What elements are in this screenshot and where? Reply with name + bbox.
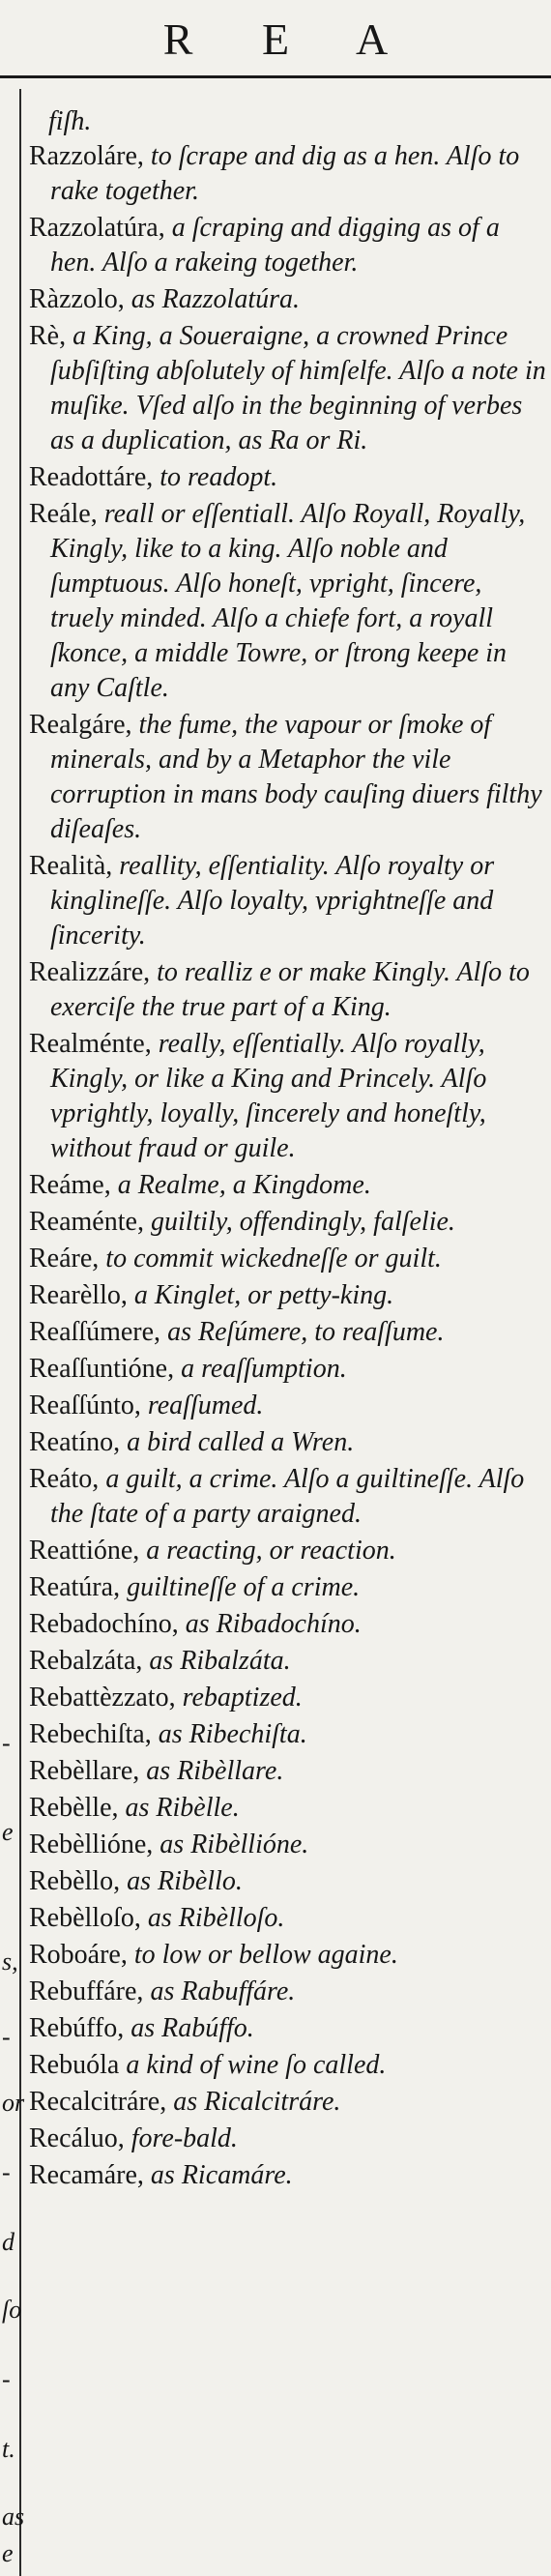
entry-definition: reaſſumed. [140, 1390, 264, 1420]
entry-definition: reall or eſſentiall. Alſo Royall, Royally, Kingly, like to a king. Alſo noble and ſumptuous. Alſo honeſt, vpright, ſincere, truely minded. Alſo a chiefe fort, a royall ſkonce, a middle Towre, or ſtrong keepe in any Caſtle. [50, 499, 526, 703]
dictionary-entry [29, 1681, 546, 1715]
dictionary-entry [29, 849, 546, 953]
entry-headword: Razzolatúra, [29, 213, 165, 243]
dictionary-entry [29, 1644, 546, 1679]
entry-definition: to ſcrape and dig as a hen. Alſo to rake together. [50, 141, 520, 206]
dictionary-entry [29, 1534, 546, 1568]
entry-definition: as Razzolatúra. [124, 284, 300, 314]
entry-headword: Reatúra, [29, 1572, 121, 1602]
entry-headword: Realizzáre, [29, 957, 151, 987]
entry-definition: really, eſſentially. Alſo royally, Kingly, or like a King and Princely. Alſo vprightly, loyally, ſincerely and honeſtly, without fraud or guile. [50, 1029, 487, 1163]
dictionary-entry [29, 708, 546, 847]
entry-list [29, 104, 546, 2195]
left-column-fragments [0, 0, 25, 2576]
entry-headword: Reattióne, [29, 1536, 140, 1566]
entry-headword: Rebattèzzato, [29, 1683, 176, 1712]
entry-definition: a guilt, a crime. Alſo a guiltineſſe. Alſo the ſtate of a party araigned. [50, 1464, 525, 1529]
dictionary-entry [29, 1791, 546, 1826]
entry-headword: Rebèlloſo, [29, 1903, 141, 1933]
entry-headword: Rebèllare, [29, 1756, 140, 1786]
column-gutter-line [19, 89, 21, 2576]
entry-headword: Readottáre, [29, 462, 154, 492]
margin-fragment: - [2, 2023, 11, 2051]
entry-definition: as Ribèlle. [118, 1793, 240, 1823]
dictionary-entry [29, 1570, 546, 1605]
dictionary-entry [29, 2085, 546, 2120]
entry-definition: a reacting, or reaction. [139, 1536, 396, 1566]
entry-headword: Roboáre, [29, 1940, 128, 1970]
dictionary-entry [29, 955, 546, 1025]
dictionary-entry [29, 1864, 546, 1899]
dictionary-entry [29, 1242, 546, 1276]
entry-headword: Rebadochíno, [29, 1609, 179, 1639]
entry-definition: as Rabuffáre. [143, 1976, 296, 2006]
entry-definition: as Ribadochíno. [178, 1609, 362, 1639]
entry-definition: a reaſſumption. [174, 1354, 347, 1384]
entry-headword: Rebèllióne, [29, 1830, 154, 1859]
entry-definition: a kind of wine ſo called. [119, 2050, 387, 2080]
dictionary-entry [29, 1027, 546, 1166]
dictionary-entry [29, 1607, 546, 1642]
entry-definition: as Rabúffo. [124, 2013, 254, 2043]
entry-definition: a Realme, a Kingdome. [110, 1170, 371, 1200]
entry-definition: fore-bald. [124, 2123, 238, 2153]
margin-fragment: e [2, 1818, 14, 1846]
entry-headword: Rebèllo, [29, 1866, 121, 1896]
entry-definition: to commit wickedneſſe or guilt. [99, 1244, 442, 1273]
dictionary-entry [29, 1754, 546, 1789]
entry-definition: as Ribèlloſo. [140, 1903, 285, 1933]
entry-headword: Reáre, [29, 1244, 100, 1273]
dictionary-entry [29, 1462, 546, 1532]
dictionary-entry [29, 1717, 546, 1752]
dictionary-entry [29, 2122, 546, 2156]
header-rule [0, 75, 551, 78]
entry-headword: Reaſſúnto, [29, 1390, 141, 1420]
entry-definition: guiltily, offendingly, falſelie. [143, 1207, 455, 1237]
dictionary-entry [29, 1315, 546, 1350]
entry-definition: as Ricamáre. [143, 2160, 293, 2190]
entry-headword: Reaménte, [29, 1207, 144, 1237]
dictionary-entry [29, 1828, 546, 1862]
margin-fragment: s, [2, 1947, 18, 1976]
entry-definition: as Ribèllo. [120, 1866, 243, 1896]
entry-headword: Realità, [29, 851, 113, 881]
entry-headword: Realménte, [29, 1029, 152, 1059]
entry-definition: as Ricalcitráre. [166, 2087, 341, 2117]
entry-headword: Ràzzolo, [29, 284, 125, 314]
margin-fragment: ſo [2, 2296, 22, 2324]
page-header [0, 0, 551, 70]
entry-definition: the fume, the vapour or ſmoke of minerals, and by a Metaphor the vile corruption in mans body cauſing diuers filthy diſeaſes. [50, 710, 542, 844]
entry-headword: Rebèlle, [29, 1793, 119, 1823]
dictionary-entry [29, 282, 546, 317]
dictionary-entry [29, 2048, 546, 2083]
dictionary-entry [29, 460, 546, 495]
entry-headword: Rearèllo, [29, 1280, 128, 1310]
dictionary-entry [29, 497, 546, 706]
entry-headword: Reaſſuntióne, [29, 1354, 175, 1384]
entry-headword: Rebalzáta, [29, 1646, 143, 1676]
margin-fragment: e [2, 2539, 14, 2567]
continued-fragment: fiſh. [48, 106, 92, 136]
margin-fragment: - [2, 1729, 11, 1757]
margin-fragment: as [2, 2503, 25, 2531]
margin-fragment: - [2, 2365, 11, 2393]
entry-definition: as Ribèllare. [139, 1756, 284, 1786]
entry-definition: guiltineſſe of a crime. [120, 1572, 361, 1602]
entry-definition: as Ribèllióne. [153, 1830, 309, 1859]
dictionary-entry [29, 1168, 546, 1203]
entry-definition: to realliz e or make Kingly. Alſo to exerciſe the true part of a King. [50, 957, 530, 1022]
margin-fragment: - [2, 2158, 11, 2186]
dictionary-entry [29, 2158, 546, 2193]
entry-headword: Reaſſúmere, [29, 1317, 161, 1347]
entry-headword: Reatíno, [29, 1427, 121, 1457]
entry-definition: a ſcraping and digging as of a hen. Alſo a rakeing together. [50, 213, 500, 278]
entry-definition: reallity, eſſentiality. Alſo royalty or kinglineſſe. Alſo loyalty, vprightneſſe and ſincerity. [50, 851, 495, 951]
entry-headword: Recáluo, [29, 2123, 125, 2153]
dictionary-entry [29, 1352, 546, 1387]
entry-definition: a King, a Soueraigne, a crowned Prince ſubſiſting abſolutely of himſelfe. Alſo a note in muſike. Vſed alſo in the beginning of verbes as a duplication, as Ra or Ri. [50, 321, 546, 455]
entry-headword: Realgáre, [29, 710, 132, 740]
entry-definition: a bird called a Wren. [120, 1427, 355, 1457]
dictionary-entry [29, 1938, 546, 1973]
dictionary-entry [29, 1278, 546, 1313]
dictionary-entry [29, 319, 546, 458]
dictionary-entry [29, 1389, 546, 1423]
entry-definition: a Kinglet, or petty-king. [127, 1280, 394, 1310]
entry-headword: Rebechiſta, [29, 1719, 152, 1749]
dictionary-entry [29, 1205, 546, 1240]
entry-definition: as Ribalzáta. [142, 1646, 291, 1676]
entry-definition: as Reſúmere, to reaſſume. [160, 1317, 445, 1347]
entry-headword: Rebuóla [29, 2050, 120, 2080]
entry-headword: Reáme, [29, 1170, 111, 1200]
dictionary-entry [29, 2011, 546, 2046]
entry-container [29, 139, 546, 2193]
entry-definition: as Ribechiſta. [151, 1719, 307, 1749]
entry-headword: Recamáre, [29, 2160, 144, 2190]
entry-headword: Rebúffo, [29, 2013, 125, 2043]
dictionary-entry [29, 1901, 546, 1936]
entry-headword: Reále, [29, 499, 98, 529]
page-title: R E A [162, 15, 418, 64]
dictionary-entry [29, 1425, 546, 1460]
entry-definition: to low or bellow againe. [127, 1940, 398, 1970]
margin-fragment: t. [2, 2435, 15, 2463]
entry-headword: Razzoláre, [29, 141, 144, 171]
dictionary-entry [29, 139, 546, 209]
entry-headword: Rè, [29, 321, 67, 351]
margin-fragment: or [2, 2089, 25, 2117]
entry-definition: to readopt. [153, 462, 278, 492]
dictionary-entry [29, 211, 546, 280]
dictionary-entry [29, 1975, 546, 2009]
entry-headword: Rebuffáre, [29, 1976, 144, 2006]
margin-fragment: d [2, 2228, 14, 2256]
entry-headword: Recalcitráre, [29, 2087, 167, 2117]
entry-headword: Reáto, [29, 1464, 100, 1494]
entry-definition: rebaptized. [175, 1683, 303, 1712]
